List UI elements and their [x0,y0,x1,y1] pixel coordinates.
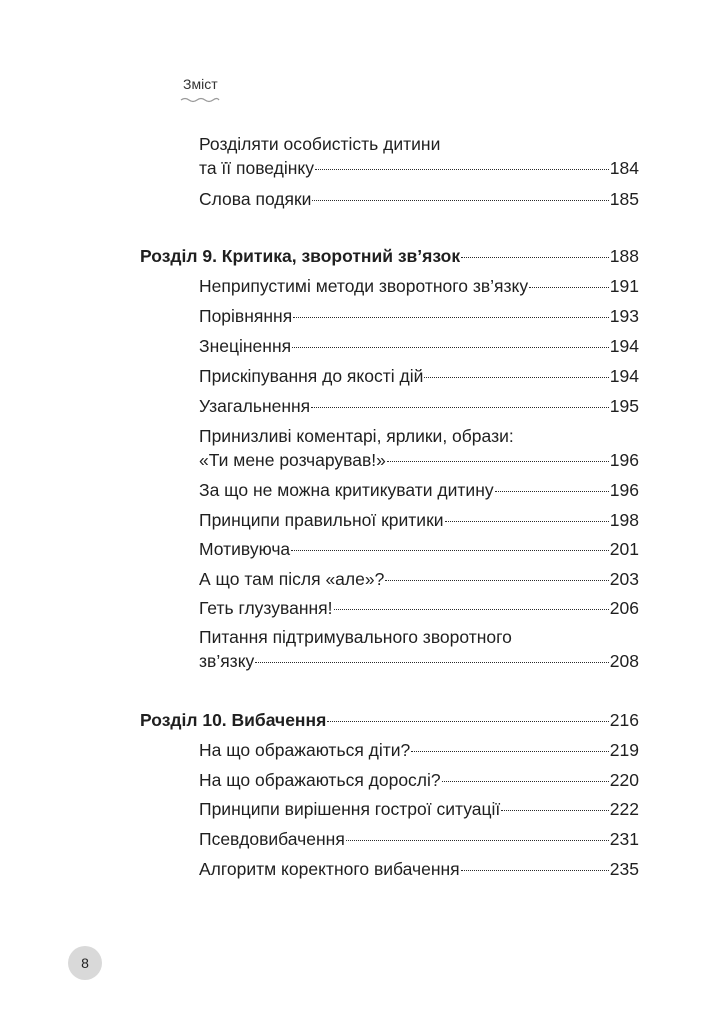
toc-page-number: 184 [609,158,639,178]
toc-chapter-title: Розділ 9. Критика, зворотний зв’язок [140,246,461,266]
toc-entry [199,274,639,298]
toc-entry [199,132,639,180]
toc-page-number: 194 [609,336,639,356]
toc-entry-text: та її поведінку [199,158,315,178]
dot-leader [501,810,609,811]
toc-entry-text: За що не можна критикувати дитину [199,480,494,500]
toc-entry-text: Мотивуюча [199,539,291,559]
toc-entry [199,187,639,211]
toc-page-number: 206 [609,598,639,618]
toc-entry-text-line: Розділяти особистість дитини [199,134,441,154]
toc-entry-text: зв’язку [199,651,255,671]
toc-page-number: 196 [609,450,639,470]
toc-entry [199,478,639,502]
toc-entry-text: Узагальнення [199,396,311,416]
toc-entry [199,738,639,762]
toc-entry [199,304,639,328]
toc-entry [199,857,639,881]
dot-leader [424,377,608,378]
toc-entry-text: Прискіпування до якості дій [199,366,424,386]
toc-page-number: 191 [609,276,639,296]
toc-entry-text-line: Принизливі коментарі, ярлики, образи: [199,426,514,446]
toc-page-number: 231 [609,829,639,849]
toc-entry [199,334,639,358]
toc-page-number: 198 [609,510,639,530]
toc-entry-text-line: Питання підтримувального зворотного [199,627,512,647]
toc-entry-text: Знецінення [199,336,292,356]
dot-leader [292,347,609,348]
toc-page-number: 219 [609,740,639,760]
dot-leader [327,721,609,722]
toc-page-number: 220 [609,770,639,790]
toc-entry [199,394,639,418]
toc-entry-text: «Ти мене розчарував!» [199,450,386,470]
toc-entry-text: Слова подяки [199,189,312,209]
toc-chapter-title: Розділ 10. Вибачення [140,710,327,730]
dot-leader [461,257,609,258]
dot-leader [529,287,609,288]
toc-entry-text: На що ображаються дорослі? [199,770,441,790]
toc-page-number: 196 [609,480,639,500]
toc-entry [199,596,639,620]
toc-chapter-entry [140,708,639,732]
toc-entry-text: Алгоритм коректного вибачення [199,859,460,879]
toc-entry-text: Порівняння [199,306,293,326]
toc-entry-text: А що там після «але»? [199,569,385,589]
toc-entry-text: Неприпустимі методи зворотного зв’язку [199,276,529,296]
toc-entry-text: На що ображаються діти? [199,740,411,760]
dot-leader [293,317,609,318]
dot-leader [442,781,609,782]
dot-leader [495,491,609,492]
toc-page-number: 235 [609,859,639,879]
dot-leader [387,461,609,462]
dot-leader [346,840,609,841]
dot-leader [411,751,609,752]
dot-leader [445,521,609,522]
page-number-badge: 8 [68,946,102,980]
squiggle-ornament [180,96,220,104]
toc-entry-text: Принципи вирішення гострої ситуації [199,799,501,819]
toc-page-number: 201 [609,539,639,559]
toc-entry [199,424,639,472]
toc-page-number: 195 [609,396,639,416]
dot-leader [312,200,608,201]
dot-leader [334,609,609,610]
toc-entry [199,768,639,792]
toc-page-number: 208 [609,651,639,671]
toc-page-number: 203 [609,569,639,589]
toc-entry [199,827,639,851]
dot-leader [385,580,608,581]
toc-chapter-entry [140,244,639,268]
toc-page-number: 193 [609,306,639,326]
toc-entry-text: Геть глузування! [199,598,333,618]
toc-entry-text: Принципи правильної критики [199,510,444,530]
toc-page-number: 185 [609,189,639,209]
toc-entry-text: Псевдовибачення [199,829,345,849]
dot-leader [255,662,608,663]
dot-leader [315,169,609,170]
toc-page-number: 188 [609,246,639,266]
toc-entry [199,364,639,388]
toc-entry [199,797,639,821]
toc-page-number: 194 [609,366,639,386]
dot-leader [311,407,609,408]
running-header: Зміст [183,76,218,92]
toc-entry [199,508,639,532]
dot-leader [461,870,609,871]
toc-entry [199,625,639,673]
dot-leader [291,550,609,551]
toc-entry [199,567,639,591]
toc-page-number: 216 [609,710,639,730]
toc-page-number: 222 [609,799,639,819]
toc-entry [199,537,639,561]
